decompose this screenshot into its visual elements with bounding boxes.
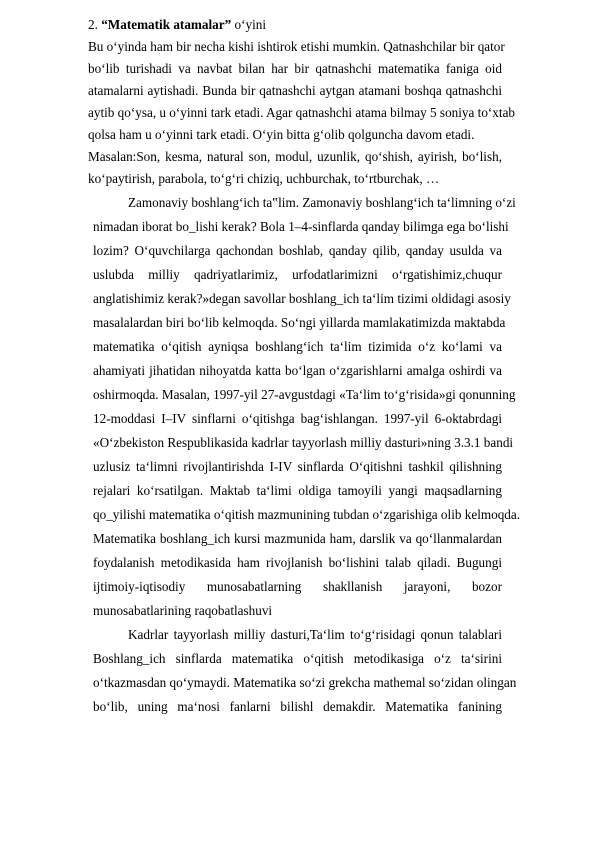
paragraph-line: bo‘lib turishadi va navbat bilan har bir qatnashchi matematika faniga oid [88,61,502,76]
paragraph-line: 12-moddasi I–IV sinflarni o‘qitishga bag‘ishlangan. 1997-yil 6-oktabrdagi [93,411,502,426]
paragraph-line: ko‘paytirish, parabola, to‘g‘ri chiziq, uchburchak, to‘rtburchak, … [88,171,440,186]
heading-suffix: o‘yini [231,17,267,32]
paragraph-line: Matematika boshlang_ich kursi mazmunida ham, darslik va qo‘llanmalardan [93,531,502,546]
paragraph-line: lozim? O‘quvchilarga qachondan boshlab, qanday qilib, qanday usulda va [93,243,502,258]
paragraph-line: nimadan iborat bo_lishi kerak? Bola 1–4-sinflarda qanday bilimga ega bo‘lishi [93,219,509,234]
paragraph-line: oshirmoqda. Masalan, 1997-yil 27-avgustdagi «Ta‘lim to‘g‘risida»gi qonunning [93,387,516,402]
paragraph-line: matematika o‘qitish ayniqsa boshlang‘ich ta‘lim tizimida o‘z ko‘lami va [93,339,502,354]
heading-title: “Matematik atamalar” [101,17,232,32]
heading-number: 2. [88,17,98,32]
paragraph-line: rejalari ko‘rsatilgan. Maktab ta‘limi oldiga tamoyili yangi maqsadlarning [93,483,502,498]
paragraph-line: ijtimoiy-iqtisodiy munosabatlarning shakllanish jarayoni, bozor [93,579,502,594]
paragraph-line: o‘tkazmasdan qo‘ymaydi. Matematika so‘zi grekcha mathemal so‘zidan olingan [93,675,517,690]
section-heading [88,14,266,36]
paragraph-line: uslubda milliy qadriyatlarimiz, urfodatlarimizni o‘rgatishimiz,chuqur [93,267,502,282]
paragraph-line: «O‘zbekiston Respublikasida kadrlar tayyorlash milliy dasturi»ning 3.3.1 bandi [93,435,514,450]
paragraph-line: bo‘lib, uning ma‘nosi fanlarni bilishl demakdir. Matematika fanining [93,699,502,714]
paragraph-line: Kadrlar tayyorlash milliy dasturi,Ta‘lim to‘g‘risidagi qonun talablari [128,627,502,642]
paragraph-line: Masalan:Son, kesma, natural son, modul, uzunlik, qo‘shish, ayirish, bo‘lish, [88,149,502,164]
paragraph-line: masalalardan biri bo‘lib kelmoqda. So‘ngi yillarda mamlakatimizda maktabda [93,315,506,330]
paragraph-line: aytib qo‘ysa, u o‘yinni tark etadi. Agar qatnashchi atama bilmay 5 soniya to‘xtab [88,105,516,120]
paragraph-line: atamalarni aytishadi. Bunda bir qatnashchi aytgan atamani boshqa qatnashchi [88,83,502,98]
paragraph-line: qolsa ham u o‘yinni tark etadi. O‘yin bitta g‘olib qolguncha davom etadi. [88,127,475,142]
paragraph-line: anglatishimiz kerak?»degan savollar boshlang_ich ta‘lim tizimi oldidagi asosiy [93,291,511,306]
paragraph-line: munosabatlarining raqobatlashuvi [93,603,273,618]
paragraph-line: foydalanish metodikasida ham rivojlanish bo‘lishini talab qiladi. Bugungi [93,555,502,570]
paragraph-line: uzlusiz ta‘limni rivojlantirishda I-IV sinflarda O‘qitishni tashkil qilishning [93,459,502,474]
paragraph-line: Zamonaviy boshlang‘ich ta‟lim. Zamonaviy boshlang‘ich ta‘limning o‘zi [128,195,516,210]
paragraph-line: ahamiyati jihatidan nihoyatda katta bo‘lgan o‘zgarishlarni amalga oshirdi va [93,363,502,378]
paragraph-line: Boshlang_ich sinflarda matematika o‘qitish metodikasiga o‘z ta‘sirini [93,651,502,666]
paragraph-line: qo_yilishi matematika o‘qitish mazmunining tubdan o‘zgarishiga olib kelmoqda. [93,507,521,522]
paragraph-line: Bu o‘yinda ham bir necha kishi ishtirok etishi mumkin. Qatnashchilar bir qator [88,39,505,54]
